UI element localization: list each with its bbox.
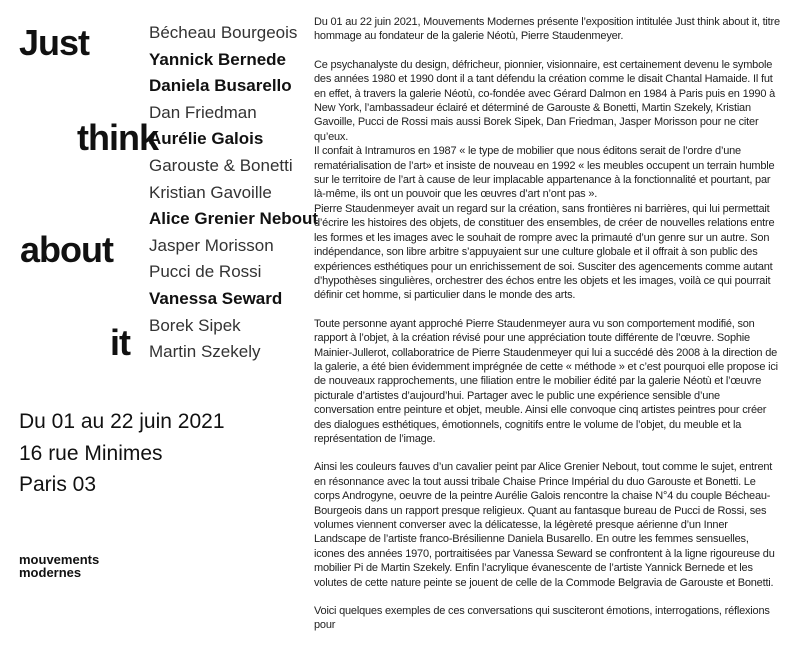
artist-name: Kristian Gavoille [149, 182, 272, 202]
paragraph: Toute personne ayant approché Pierre Staudenmeyer aura vu son comportement modifié, son rapport à l’objet, à la création révisé pour une appréciation toute différente de l’œuvre. Sophie Mainier-Jullerot, collaboratrice de Pierre Staudenmeyer qui lui a succédé dès 2008 à la direction de la galerie, a été bien évidemment imprégnée de cette « méthode » et c’est pourquoi elle propose ici de nouveaux rapprochements, une filiation entre le mobilier édité par la galerie Néotù et l’œuvre picturale d’artistes d’aujourd’hui. Partager avec le public une expérience sensible d’une conversation entre peinture et objet, meuble. Ainsi elle convoque cinq artistes peintres pour créer des dialogues esthétiques, émotionnels, cognitifs entre le volume de l’objet, du meuble et la représentation de l’image. [314, 317, 778, 445]
title-word-it: it [110, 322, 130, 363]
paragraph: Ainsi les couleurs fauves d’un cavalier peint par Alice Grenier Nebout, tout comme le sujet, entrent en résonnance avec la tout aussi tribale Chaise Prince Impérial du duo Garouste et Bonetti. Le corps Androgyne, oeuvre de la peintre Aurélie Galois rencontre la chaise N°4 du couple Bécheau-Bourgeois dans un rapport presque religieux. Quant au fantasque bureau de Pucci de Rossi, ses volumes viennent converser avec la délicatesse, la légèreté presque aérienne d’un Inner Landscape de l’artiste franco-Brésilienne Daniela Busarello. En outre les femmes sensuelles, icones des années 1970, portraitisées par Vanessa Seward se confrontent à la ligne rigoureuse du mobilier Pi de Martin Szekely. Enfin l’acrylique évanescente de l’artiste Yannick Bernede et les volutes de cette nature peinte se jouent de celle de la Commode Belgravia de Garouste et Bonetti. [314, 461, 775, 589]
exhibition-dates: Du 01 au 22 juin 2021 [19, 410, 225, 433]
gallery-logo [19, 553, 99, 579]
title-word-just: Just [19, 22, 90, 63]
artist-name: Martin Szekely [149, 342, 261, 362]
artist-name: Vanessa Seward [149, 288, 283, 308]
artist-name: Alice Grenier Nebout [149, 209, 319, 229]
artist-name: Borek Sipek [149, 315, 241, 335]
paragraph: Voici quelques exemples de ces conversations qui susciteront émotions, interrogations, réflexions pour [314, 605, 770, 632]
logo-line-2: modernes [19, 565, 82, 580]
artist-list [149, 20, 318, 366]
paragraph: Ce psychanalyste du design, défricheur, pionnier, visionnaire, est certainement devenu le symbole des années 1980 et 1990 dont il a tant défendu la création comme le disait Chantal Hamaide. Il fut en effet, à travers la galerie Néotù, co-fondée avec Gérard Dalmon en 1984 à Paris puis en 1990 à New York, l’ambassadeur éclairé et déterminé de Garouste & Bonetti, Martin Szekely, Kristian Gavoille, Pucci de Rossi mais aussi Borek Sipek, Dan Friedman, Jasper Morisson pour ne citer qu’eux. [314, 58, 776, 143]
artist-name: Dan Friedman [149, 102, 257, 122]
logo-line-1: mouvements [19, 552, 100, 567]
paragraph: Pierre Staudenmeyer avait un regard sur la création, sans frontières ni barrières, qui lui permettait d’écrire les histoires des objets, de constituer des ensembles, de créer de nouvelles relations entre les formes et les images avec le souhait de rompre avec la primauté d’un genre sur un autre. Son indépendance, son libre arbitre s’appuyaient sur une culture globale et il offrait à son public des expériences esthétiques pour un enrichissement de soi. Susciter des agencements comme autant d’hypothèses singulières, orchestrer des échos entre les objets et les images, voilà ce qui pourrait définir cet homme, si particulier dans le monde des arts. [314, 202, 775, 302]
artist-name: Bécheau Bourgeois [149, 23, 298, 42]
title-word-think: think [77, 117, 158, 158]
exhibition-city: Paris 03 [19, 473, 97, 496]
artist-name: Pucci de Rossi [149, 262, 262, 282]
press-text [314, 15, 780, 647]
exhibition-address: 16 rue Minimes [19, 441, 163, 465]
exhibition-info [19, 406, 225, 501]
artist-name: Aurélie Galois [149, 129, 264, 149]
title-word-about: about [20, 229, 113, 270]
paragraph-intro: Du 01 au 22 juin 2021, Mouvements Modernes présente l’exposition intitulée Just think about it, titre hommage au fondateur de la galerie Néotù, Pierre Staudenmeyer. [314, 16, 780, 43]
artist-name: Daniela Busarello [149, 76, 292, 96]
paragraph: Il confait à Intramuros en 1987 « le type de mobilier que nous éditons serait de l’ordre d’une rematérialisation de l’art» et insiste de nouveau en 1992 « les meubles occupent un terrain humble sur le territoire de l’art à cause de leur implacable appartenance à la fonctionnalité et pourtant, par là-même, ils ont un pouvoir que les œuvres d’art n’ont pas ». [314, 145, 775, 201]
artist-name: Yannick Bernede [149, 49, 287, 69]
artist-name: Jasper Morisson [149, 235, 274, 255]
artist-name: Garouste & Bonetti [149, 155, 293, 175]
